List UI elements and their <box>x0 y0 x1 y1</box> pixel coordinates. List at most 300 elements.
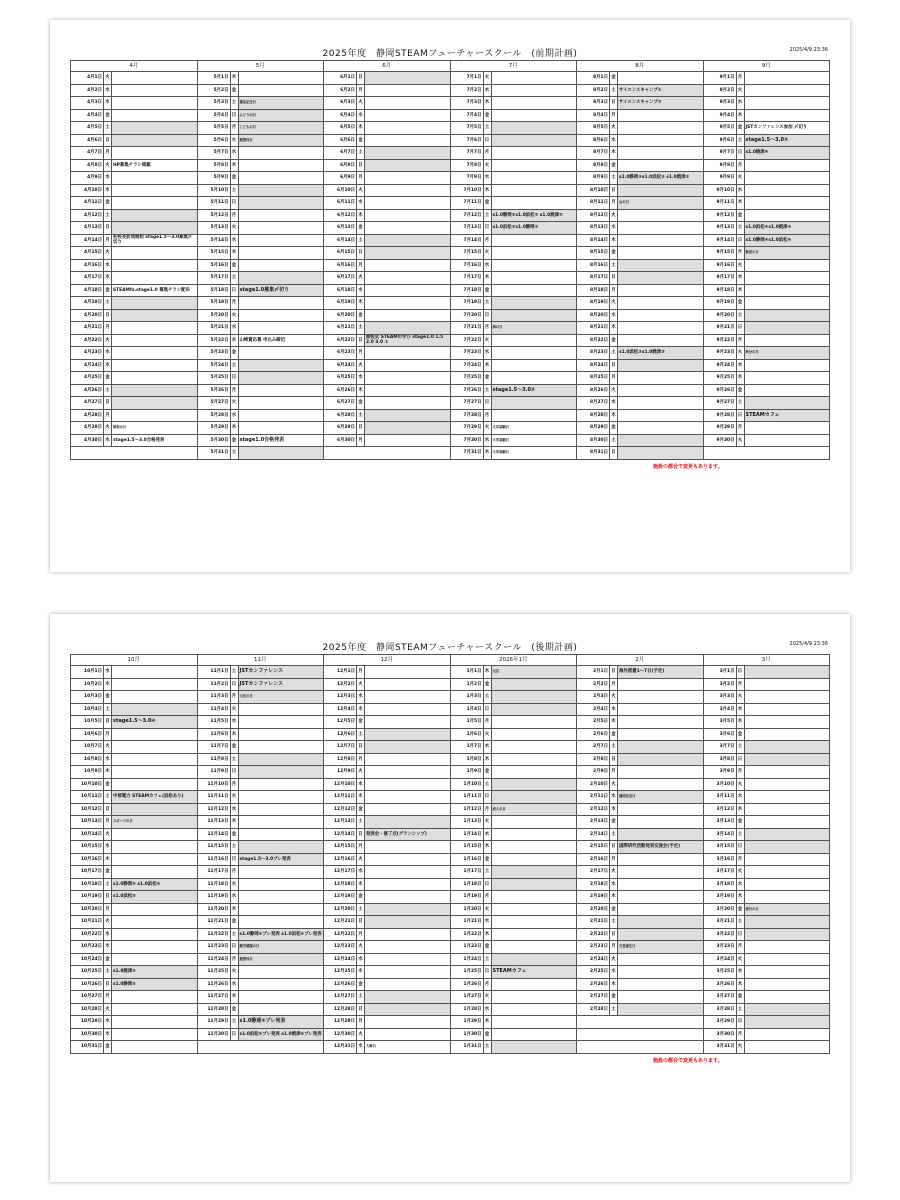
day-row <box>71 916 830 929</box>
weekday-cell: 木 <box>736 978 744 991</box>
date-cell: 1月31日 <box>450 1041 483 1054</box>
event-cell <box>618 966 704 979</box>
empty-cell <box>324 447 451 460</box>
date-cell: 4月18日 <box>71 284 104 297</box>
weekday-cell: 月 <box>357 172 365 185</box>
date-cell: 2月13日 <box>577 816 610 829</box>
event-cell <box>744 1003 830 1016</box>
date-cell: 5月28日 <box>197 409 230 422</box>
event-cell <box>365 691 451 704</box>
event-cell <box>491 841 577 854</box>
weekday-cell: 火 <box>230 222 238 235</box>
event-cell <box>238 272 324 285</box>
day-row <box>71 716 830 729</box>
day-row <box>71 816 830 829</box>
event-cell <box>618 753 704 766</box>
date-cell: 4月29日 <box>71 422 104 435</box>
weekday-cell: 火 <box>610 953 618 966</box>
weekday-cell: 水 <box>483 172 491 185</box>
weekday-cell: 火 <box>230 703 238 716</box>
weekday-cell: 日 <box>104 803 112 816</box>
weekday-cell: 火 <box>736 172 744 185</box>
weekday-cell: 土 <box>104 966 112 979</box>
event-cell: 憲法記念日 <box>238 97 324 110</box>
event-cell: stage1.5～3.0② <box>491 384 577 397</box>
event-cell <box>365 222 451 235</box>
event-cell: JSTカンファレンス <box>238 678 324 691</box>
weekday-cell: 月 <box>483 716 491 729</box>
weekday-cell: 金 <box>104 197 112 210</box>
event-cell <box>112 259 198 272</box>
empty-cell <box>577 1041 704 1054</box>
event-cell <box>238 359 324 372</box>
weekday-cell: 土 <box>736 134 744 147</box>
date-cell: 11月11日 <box>197 791 230 804</box>
day-row <box>71 384 830 397</box>
weekday-cell: 火 <box>230 309 238 322</box>
weekday-cell: 木 <box>357 791 365 804</box>
date-cell: 11月30日 <box>197 1028 230 1041</box>
date-cell: 7月12日 <box>450 209 483 222</box>
weekday-cell: 火 <box>357 941 365 954</box>
date-cell: 5月25日 <box>197 372 230 385</box>
weekday-cell: 水 <box>610 703 618 716</box>
event-cell: STEAMカフェ <box>491 966 577 979</box>
event-cell <box>618 147 704 160</box>
event-cell <box>491 122 577 135</box>
event-cell: stage1.5～3.0合格発表 <box>112 434 198 447</box>
date-cell: 12月12日 <box>324 803 357 816</box>
date-cell: 12月16日 <box>324 853 357 866</box>
event-cell <box>238 347 324 360</box>
page-title: 2025年度 静岡STEAMフューチャースクール (後期計画) <box>322 643 578 653</box>
date-cell: 2月16日 <box>577 853 610 866</box>
event-cell <box>491 372 577 385</box>
date-cell: 9月30日 <box>703 434 736 447</box>
event-cell <box>112 209 198 222</box>
day-row <box>71 159 830 172</box>
date-cell: 7月19日 <box>450 297 483 310</box>
date-cell: 12月3日 <box>324 691 357 704</box>
date-cell: 9月29日 <box>703 422 736 435</box>
event-cell <box>365 209 451 222</box>
event-cell <box>365 903 451 916</box>
event-cell: 建国記念日 <box>618 791 704 804</box>
weekday-cell: 土 <box>736 397 744 410</box>
date-cell: 5月31日 <box>197 447 230 460</box>
event-cell <box>744 941 830 954</box>
event-cell <box>238 384 324 397</box>
event-cell <box>618 247 704 260</box>
date-cell: 6月4日 <box>324 109 357 122</box>
weekday-cell: 金 <box>230 916 238 929</box>
date-cell: 7月9日 <box>450 172 483 185</box>
date-cell: 2月21日 <box>577 916 610 929</box>
date-cell: 2月17日 <box>577 866 610 879</box>
weekday-cell: 土 <box>230 841 238 854</box>
date-cell: 6月25日 <box>324 372 357 385</box>
date-cell: 2月22日 <box>577 928 610 941</box>
event-cell <box>365 1016 451 1029</box>
event-cell: s1.0浜松③s1.0焼津③ <box>618 347 704 360</box>
event-cell <box>238 753 324 766</box>
date-cell: 12月7日 <box>324 741 357 754</box>
weekday-cell: 月 <box>230 122 238 135</box>
date-cell: 5月24日 <box>197 359 230 372</box>
weekday-cell: 土 <box>230 359 238 372</box>
date-cell: 4月10日 <box>71 184 104 197</box>
weekday-cell: 金 <box>483 766 491 779</box>
event-cell <box>744 966 830 979</box>
date-cell: 10月4日 <box>71 703 104 716</box>
weekday-cell: 水 <box>357 1041 365 1054</box>
event-cell <box>744 741 830 754</box>
date-cell: 3月21日 <box>703 916 736 929</box>
weekday-cell: 日 <box>230 1028 238 1041</box>
event-cell <box>618 284 704 297</box>
date-cell: 10月11日 <box>71 791 104 804</box>
event-cell <box>491 716 577 729</box>
weekday-cell: 金 <box>483 678 491 691</box>
date-cell: 9月7日 <box>703 147 736 160</box>
date-cell: 12月26日 <box>324 978 357 991</box>
date-cell: 9月9日 <box>703 172 736 185</box>
weekday-cell: 木 <box>610 803 618 816</box>
date-cell: 11月8日 <box>197 753 230 766</box>
date-cell: 4月9日 <box>71 172 104 185</box>
weekday-cell: 土 <box>610 916 618 929</box>
weekday-cell: 火 <box>357 678 365 691</box>
event-cell <box>618 134 704 147</box>
event-cell <box>238 159 324 172</box>
date-cell: 7月17日 <box>450 272 483 285</box>
weekday-cell: 日 <box>230 766 238 779</box>
weekday-cell: 土 <box>736 741 744 754</box>
event-cell <box>744 728 830 741</box>
event-cell <box>365 816 451 829</box>
weekday-cell: 土 <box>230 97 238 110</box>
weekday-cell: 火 <box>736 778 744 791</box>
weekday-cell: 月 <box>736 247 744 260</box>
weekday-cell: 日 <box>104 309 112 322</box>
weekday-cell: 水 <box>736 703 744 716</box>
weekday-cell: 月 <box>230 953 238 966</box>
event-cell: stage1.0合格発表 <box>238 434 324 447</box>
date-cell: 5月22日 <box>197 334 230 347</box>
event-cell: スポーツの日 <box>112 816 198 829</box>
event-cell <box>744 703 830 716</box>
weekday-cell: 金 <box>610 247 618 260</box>
date-cell: 6月18日 <box>324 284 357 297</box>
weekday-cell: 水 <box>357 284 365 297</box>
event-cell <box>112 903 198 916</box>
weekday-cell: 木 <box>483 753 491 766</box>
weekday-cell: 水 <box>357 691 365 704</box>
date-cell: 8月30日 <box>577 434 610 447</box>
event-cell <box>618 109 704 122</box>
weekday-cell: 日 <box>230 109 238 122</box>
weekday-cell: 火 <box>483 422 491 435</box>
event-cell <box>491 1016 577 1029</box>
day-row <box>71 891 830 904</box>
day-row <box>71 853 830 866</box>
date-cell: 9月11日 <box>703 197 736 210</box>
event-cell <box>365 384 451 397</box>
date-cell: 8月12日 <box>577 209 610 222</box>
event-cell <box>618 991 704 1004</box>
event-cell <box>112 753 198 766</box>
day-row <box>71 966 830 979</box>
date-cell: 2月7日 <box>577 741 610 754</box>
weekday-cell: 木 <box>736 716 744 729</box>
event-cell: 振替休日 <box>238 134 324 147</box>
day-row <box>71 766 830 779</box>
weekday-cell: 金 <box>483 941 491 954</box>
date-cell: 5月2日 <box>197 84 230 97</box>
weekday-cell: 水 <box>483 259 491 272</box>
date-cell: 5月17日 <box>197 272 230 285</box>
month-header: 12月 <box>324 655 451 666</box>
day-row <box>71 422 830 435</box>
event-cell <box>491 953 577 966</box>
date-cell: 10月7日 <box>71 741 104 754</box>
date-cell: 7月14日 <box>450 234 483 247</box>
date-cell: 8月16日 <box>577 259 610 272</box>
weekday-cell: 金 <box>104 372 112 385</box>
event-cell <box>491 97 577 110</box>
event-cell <box>238 409 324 422</box>
event-cell <box>744 434 830 447</box>
weekday-cell: 金 <box>104 866 112 879</box>
event-cell <box>744 197 830 210</box>
date-cell: 5月23日 <box>197 347 230 360</box>
weekday-cell: 土 <box>357 147 365 160</box>
event-cell <box>365 953 451 966</box>
weekday-cell: 火 <box>610 384 618 397</box>
weekday-cell: 水 <box>104 259 112 272</box>
date-cell: 6月19日 <box>324 297 357 310</box>
event-cell <box>365 678 451 691</box>
weekday-cell: 土 <box>610 434 618 447</box>
weekday-cell: 金 <box>357 309 365 322</box>
weekday-cell: 月 <box>736 941 744 954</box>
event-cell <box>112 778 198 791</box>
date-cell: 2月6日 <box>577 728 610 741</box>
event-cell <box>618 322 704 335</box>
event-cell <box>744 953 830 966</box>
event-cell <box>365 259 451 272</box>
weekday-cell: 火 <box>230 397 238 410</box>
weekday-cell: 木 <box>610 234 618 247</box>
event-cell <box>744 1041 830 1054</box>
weekday-cell: 火 <box>104 916 112 929</box>
month-header: 3月 <box>703 655 830 666</box>
event-cell <box>365 753 451 766</box>
date-cell: 1月10日 <box>450 778 483 791</box>
event-cell <box>238 184 324 197</box>
weekday-cell: 金 <box>483 109 491 122</box>
date-cell: 2月1日 <box>577 666 610 679</box>
date-cell: 12月14日 <box>324 828 357 841</box>
date-cell: 10月27日 <box>71 991 104 1004</box>
date-cell: 1月21日 <box>450 916 483 929</box>
weekday-cell: 土 <box>483 122 491 135</box>
date-cell: 6月24日 <box>324 359 357 372</box>
event-cell <box>238 991 324 1004</box>
event-cell <box>744 359 830 372</box>
date-cell: 3月26日 <box>703 978 736 991</box>
weekday-cell: 水 <box>610 966 618 979</box>
day-row <box>71 184 830 197</box>
event-cell <box>744 72 830 85</box>
date-cell: 1月12日 <box>450 803 483 816</box>
day-row <box>71 309 830 322</box>
date-cell: 8月25日 <box>577 372 610 385</box>
event-cell: みどりの日 <box>238 109 324 122</box>
weekday-cell: 土 <box>230 753 238 766</box>
event-cell: HP募集チラシ掲載 <box>112 159 198 172</box>
date-cell: 10月17日 <box>71 866 104 879</box>
date-cell: 1月19日 <box>450 891 483 904</box>
date-cell: 12月1日 <box>324 666 357 679</box>
weekday-cell: 日 <box>736 147 744 160</box>
date-cell: 12月11日 <box>324 791 357 804</box>
event-cell <box>491 828 577 841</box>
event-cell <box>618 359 704 372</box>
change-notice: 施設の都合で変更もあります。 <box>653 464 723 470</box>
weekday-cell: 日 <box>357 159 365 172</box>
weekday-cell: 月 <box>736 766 744 779</box>
event-cell <box>491 866 577 879</box>
weekday-cell: 木 <box>483 666 491 679</box>
month-header: 9月 <box>703 61 830 72</box>
event-cell <box>112 347 198 360</box>
date-cell: 11月4日 <box>197 703 230 716</box>
event-cell <box>618 447 704 460</box>
weekday-cell: 金 <box>230 741 238 754</box>
date-cell: 11月18日 <box>197 878 230 891</box>
date-cell: 3月2日 <box>703 678 736 691</box>
date-cell: 6月12日 <box>324 209 357 222</box>
event-cell: s1.0静岡⑤ s1.0浜松⑤ <box>112 878 198 891</box>
event-cell <box>112 409 198 422</box>
date-cell: 10月15日 <box>71 841 104 854</box>
event-cell: s1.0静岡④s1.0浜松④ <box>744 234 830 247</box>
event-cell <box>238 247 324 260</box>
weekday-cell: 水 <box>736 272 744 285</box>
date-cell: 5月3日 <box>197 97 230 110</box>
date-cell: 12月2日 <box>324 678 357 691</box>
event-cell <box>112 866 198 879</box>
day-row <box>71 97 830 110</box>
event-cell: 成人の日 <box>491 803 577 816</box>
event-cell: JSTカンファレンス参加 〆切り <box>744 122 830 135</box>
date-cell: 12月8日 <box>324 753 357 766</box>
event-cell <box>618 828 704 841</box>
date-cell: 1月1日 <box>450 666 483 679</box>
weekday-cell: 日 <box>357 72 365 85</box>
date-cell: 2月8日 <box>577 753 610 766</box>
weekday-cell: 月 <box>610 941 618 954</box>
weekday-cell: 木 <box>357 878 365 891</box>
event-cell <box>491 247 577 260</box>
weekday-cell: 日 <box>736 841 744 854</box>
empty-cell <box>703 447 830 460</box>
day-row <box>71 866 830 879</box>
weekday-cell: 火 <box>483 728 491 741</box>
date-cell: 10月19日 <box>71 891 104 904</box>
event-cell <box>744 916 830 929</box>
weekday-cell: 月 <box>230 209 238 222</box>
weekday-cell: 月 <box>230 778 238 791</box>
date-cell: 10月22日 <box>71 928 104 941</box>
event-cell <box>744 791 830 804</box>
weekday-cell: 木 <box>357 384 365 397</box>
event-cell <box>744 297 830 310</box>
date-cell: 8月13日 <box>577 222 610 235</box>
event-cell: 勤労感謝の日 <box>238 941 324 954</box>
event-cell <box>744 284 830 297</box>
event-cell <box>365 359 451 372</box>
weekday-cell: 火 <box>610 297 618 310</box>
date-cell: 12月10日 <box>324 778 357 791</box>
event-cell <box>744 891 830 904</box>
event-cell <box>491 978 577 991</box>
weekday-cell: 木 <box>104 97 112 110</box>
weekday-cell: 木 <box>736 803 744 816</box>
date-cell: 8月3日 <box>577 97 610 110</box>
date-cell: 1月25日 <box>450 966 483 979</box>
event-cell <box>491 397 577 410</box>
weekday-cell: 金 <box>483 197 491 210</box>
date-cell: 9月16日 <box>703 259 736 272</box>
date-cell: 12月22日 <box>324 928 357 941</box>
weekday-cell: 日 <box>104 397 112 410</box>
event-cell <box>618 122 704 135</box>
month-header: 6月 <box>324 61 451 72</box>
weekday-cell: 火 <box>610 122 618 135</box>
event-cell <box>112 928 198 941</box>
weekday-cell: 土 <box>230 447 238 460</box>
schedule-grid <box>70 654 830 1054</box>
day-row <box>71 172 830 185</box>
weekday-cell: 土 <box>357 322 365 335</box>
weekday-cell: 月 <box>736 853 744 866</box>
event-cell <box>112 397 198 410</box>
weekday-cell: 木 <box>230 72 238 85</box>
date-cell: 6月17日 <box>324 272 357 285</box>
date-cell: 4月28日 <box>71 409 104 422</box>
event-cell <box>365 791 451 804</box>
weekday-cell: 金 <box>610 159 618 172</box>
event-cell <box>618 72 704 85</box>
event-cell <box>744 159 830 172</box>
weekday-cell: 水 <box>357 953 365 966</box>
page-title: 2025年度 静岡STEAMフューチャースクール (前期計画) <box>322 49 578 59</box>
date-cell: 11月17日 <box>197 866 230 879</box>
weekday-cell: 月 <box>483 891 491 904</box>
event-cell <box>744 828 830 841</box>
weekday-cell: 水 <box>610 397 618 410</box>
date-cell: 10月20日 <box>71 903 104 916</box>
event-cell <box>112 666 198 679</box>
weekday-cell: 月 <box>357 841 365 854</box>
date-cell: 3月11日 <box>703 791 736 804</box>
date-cell: 10月30日 <box>71 1028 104 1041</box>
date-cell: 10月10日 <box>71 778 104 791</box>
date-cell: 4月17日 <box>71 272 104 285</box>
date-cell: 8月5日 <box>577 122 610 135</box>
